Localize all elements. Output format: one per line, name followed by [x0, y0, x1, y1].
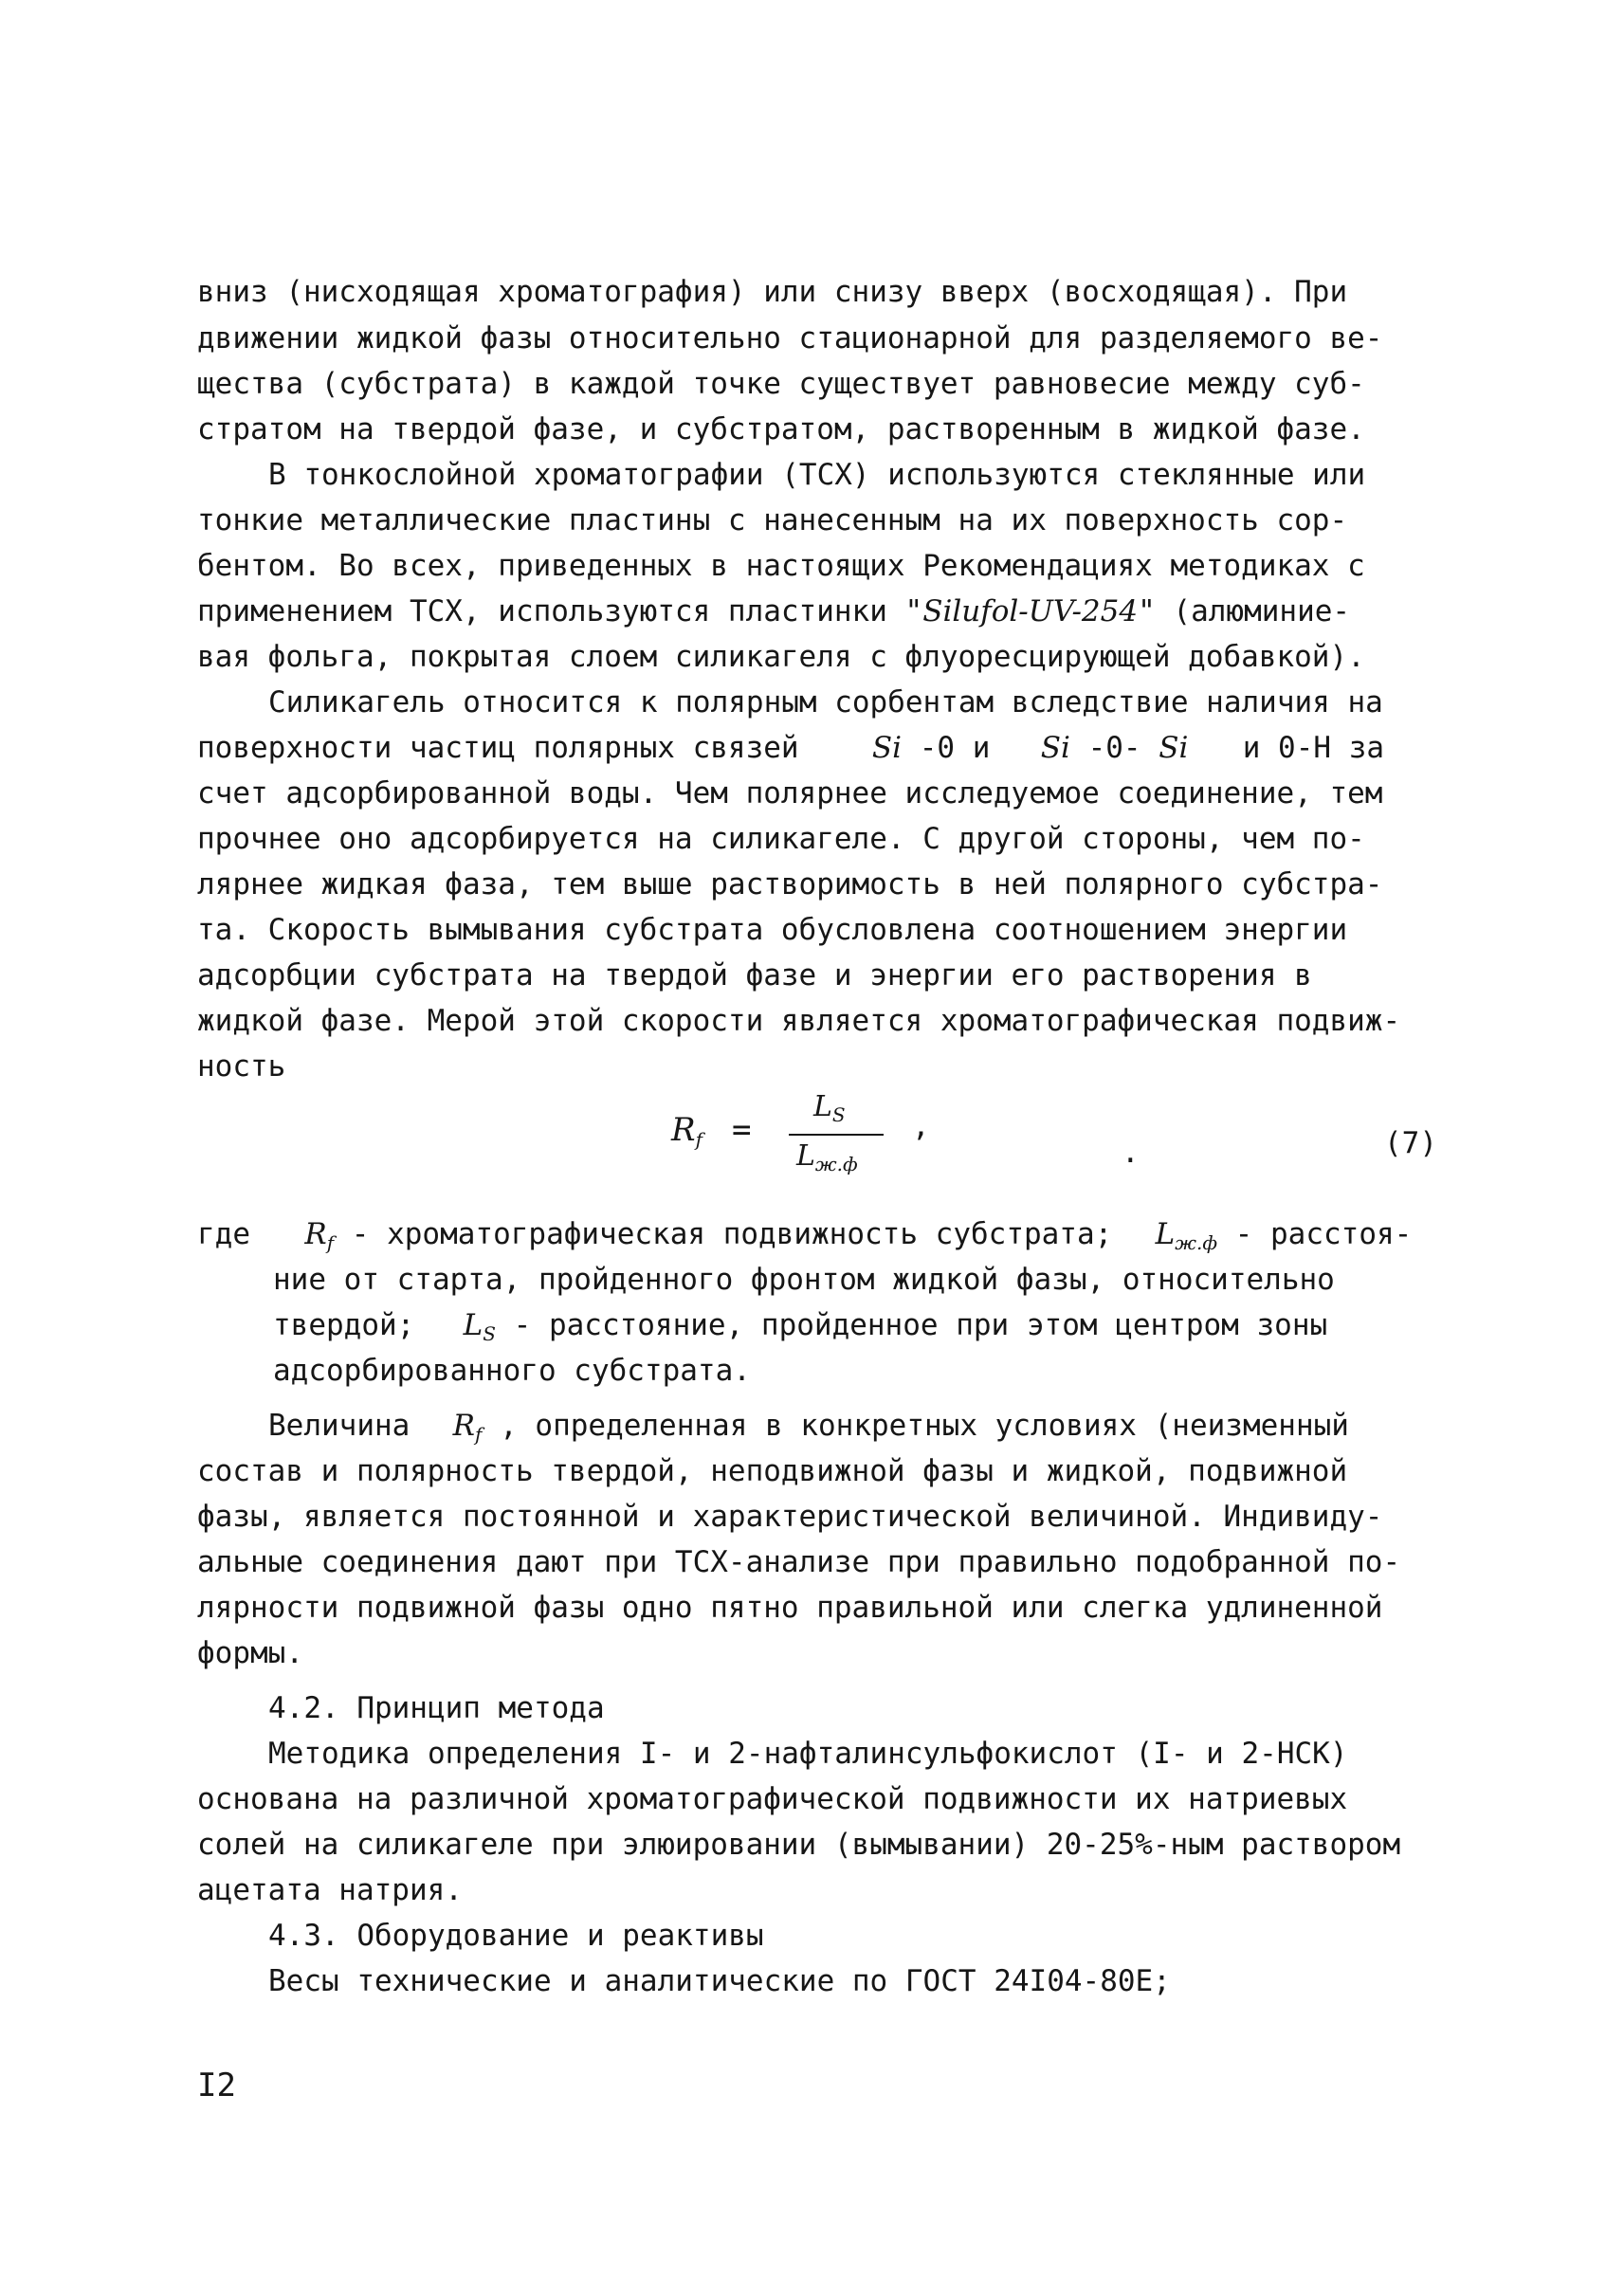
- text-fragment: -0-: [1087, 731, 1141, 765]
- text-line: лярнее жидкая фаза, тем выше растворимость в ней полярного субстра-: [197, 867, 1383, 902]
- text-line: счет адсорбированной воды. Чем полярнее исследуемое соединение, тем: [197, 776, 1383, 811]
- text-line: основана на различной хроматографической подвижности их натриевых: [197, 1782, 1348, 1816]
- text-line: Методика определения I- и 2-нафталинсульфокислот (I- и 2-НСК): [268, 1737, 1348, 1771]
- text-line: [197, 1211, 1412, 1257]
- section-heading: 4.2. Принцип метода: [268, 1691, 605, 1725]
- text-fragment: , определенная в конкретных условиях (неизменный: [500, 1409, 1349, 1443]
- symbol-si: Si: [1040, 731, 1070, 765]
- formula-rf: [664, 1090, 1138, 1194]
- symbol-rf: $R_f$: [304, 1217, 335, 1254]
- text-fragment: - расстояние, пройденное при этом центром зоны: [513, 1308, 1328, 1342]
- text-line: стратом на твердой фазе, и субстратом, растворенным в жидкой фазе.: [197, 412, 1365, 446]
- formula-numerator: $L_S$: [813, 1090, 846, 1126]
- text-line: Весы технические и аналитические по ГОСТ 24I04-80Е;: [268, 1964, 1171, 1998]
- text-fragment: Величина: [268, 1409, 411, 1443]
- text-fragment: - хроматографическая подвижность субстрата;: [351, 1217, 1113, 1251]
- formula-lhs: $R_f$: [671, 1111, 703, 1151]
- text-line: состав и полярность твердой, неподвижной фазы и жидкой, подвижной: [197, 1454, 1348, 1488]
- symbol-lzf: $L_{ж.ф}$: [1155, 1217, 1217, 1254]
- text-line: адсорбированного субстрата.: [273, 1354, 751, 1388]
- text-fragment: -0 и: [919, 731, 991, 765]
- text-line: прочнее оно адсорбируется на силикагеле. С другой стороны, чем по-: [197, 822, 1365, 856]
- formula-comma: ,: [912, 1109, 930, 1143]
- symbol-rf: $R_f$: [452, 1409, 483, 1446]
- text-fragment: и 0-Н за: [1242, 731, 1385, 765]
- legend-word: где: [197, 1217, 250, 1251]
- text-line: ние от старта, пройденного фронтом жидкой фазы, относительно: [273, 1263, 1335, 1297]
- page-number: I2: [197, 2067, 236, 2104]
- symbol-si: Si: [1159, 731, 1189, 765]
- text-line: [268, 1403, 1349, 1448]
- text-fragment: поверхности частиц полярных связей: [197, 731, 799, 765]
- text-line: [197, 589, 1350, 634]
- text-fragment: " (алюминие-: [1138, 594, 1351, 628]
- section-heading: 4.3. Оборудование и реактивы: [268, 1919, 764, 1953]
- text-line: [197, 725, 1384, 771]
- text-fragment: - расстоя-: [1234, 1217, 1413, 1251]
- plate-brand-name: Silufol-UV-254: [922, 594, 1139, 628]
- text-line: лярности подвижной фазы одно пятно правильной или слегка удлиненной: [197, 1591, 1383, 1625]
- text-line: фазы, является постоянной и характеристической величиной. Индивиду-: [197, 1500, 1383, 1534]
- text-line: вая фольга, покрытая слоем силикагеля с флуоресцирующей добавкой).: [197, 640, 1365, 674]
- text-line: жидкой фазе. Мерой этой скорости является хроматографическая подвиж-: [197, 1004, 1401, 1038]
- text-line: альные соединения дают при ТСХ-анализе при правильно подобранной по-: [197, 1545, 1401, 1579]
- text-line: ацетата натрия.: [197, 1873, 463, 1907]
- text-line: щества (субстрата) в каждой точке существует равновесие между суб-: [197, 367, 1365, 401]
- text-line: солей на силикагеле при элюировании (вымывании) 20-25%-ным раствором: [197, 1828, 1401, 1862]
- text-line: та. Скорость вымывания субстрата обусловлена соотношением энергии: [197, 913, 1348, 947]
- formula-dot: .: [1122, 1136, 1140, 1170]
- symbol-si: Si: [871, 731, 903, 765]
- text-line: формы.: [197, 1636, 303, 1670]
- symbol-ls: $L_S$: [463, 1308, 496, 1345]
- equation-number: (7): [1384, 1126, 1437, 1160]
- text-line: ность: [197, 1049, 286, 1084]
- text-line: адсорбции субстрата на твердой фазе и энергии его растворения в: [197, 958, 1312, 993]
- text-line: В тонкослойной хроматографии (ТСХ) используются стеклянные или: [268, 458, 1366, 492]
- text-fragment: применением ТСХ, используются пластинки ": [197, 594, 923, 628]
- text-line: движении жидкой фазы относительно стационарной для разделяемого ве-: [197, 321, 1383, 355]
- text-fragment: твердой;: [273, 1308, 415, 1342]
- formula-denominator: $L_{ж.ф}$: [796, 1139, 858, 1175]
- text-line: Силикагель относится к полярным сорбентам вследствие наличия на: [268, 685, 1383, 719]
- text-line: бентом. Во всех, приведенных в настоящих Рекомендациях методиках с: [197, 549, 1365, 583]
- text-line: [273, 1302, 1327, 1348]
- formula-equals: =: [732, 1111, 752, 1149]
- text-line: вниз (нисходящая хроматография) или снизу вверх (восходящая). При: [197, 275, 1348, 309]
- text-line: тонкие металлические пластины с нанесенным на их поверхность сор-: [197, 503, 1348, 537]
